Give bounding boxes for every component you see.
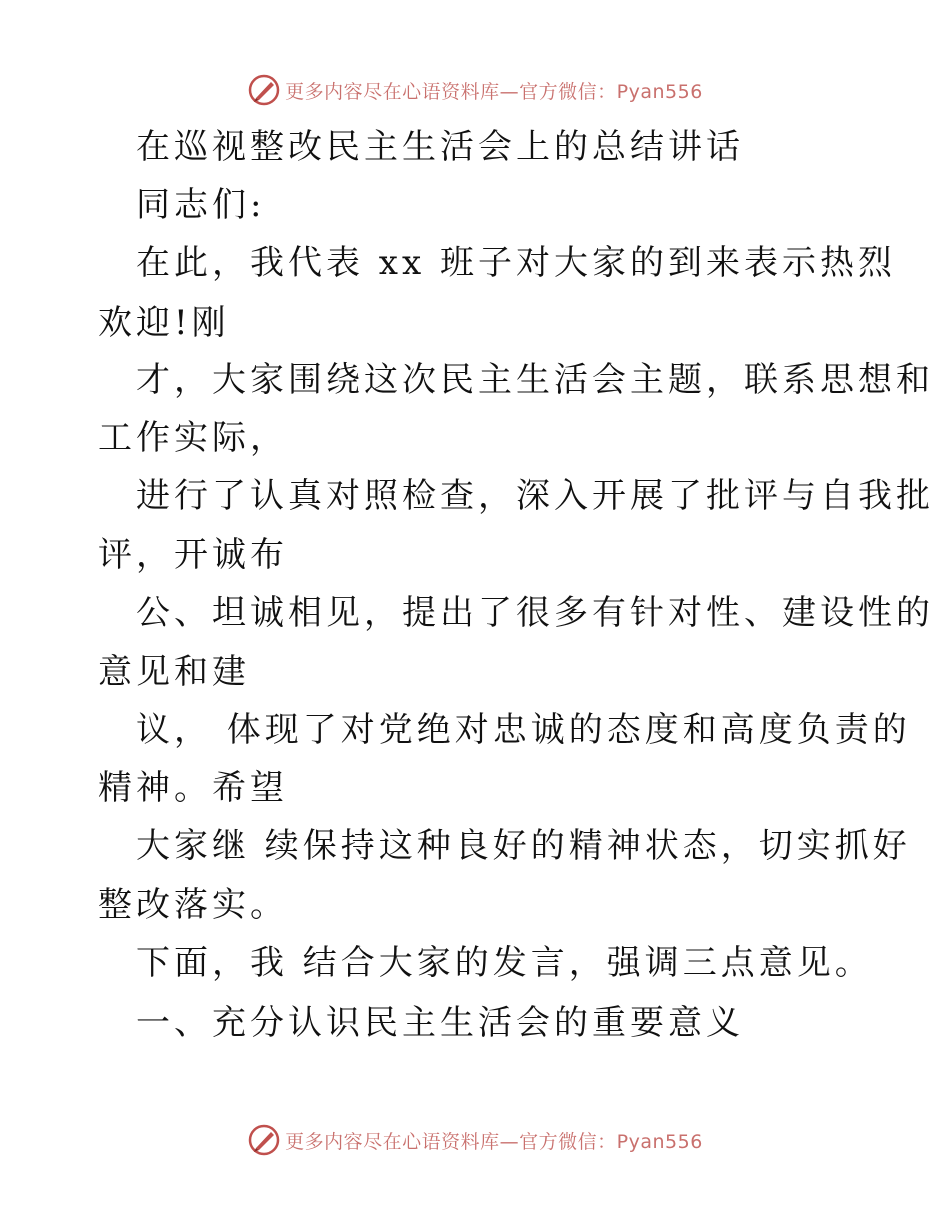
paragraph-line: 同志们: — [136, 185, 266, 225]
paragraph-line: 议， 体现了对党绝对忠诚的态度和高度负责的 — [136, 710, 911, 750]
paragraph-line: 评，开诚布 — [98, 535, 288, 575]
paragraph-line: 工作实际， — [98, 418, 288, 458]
paragraph-line: 进行了认真对照检查，深入开展了批评与自我批 — [136, 476, 934, 516]
paragraph-line: 下面，我 结合大家的发言，强调三点意见。 — [136, 943, 873, 983]
header-watermark — [0, 68, 950, 112]
paragraph-line: 整改落实。 — [98, 885, 288, 925]
pen-logo-icon — [247, 1123, 281, 1157]
footer-watermark-text: 更多内容尽在心语资料库—官方微信：Pyan556 — [285, 1130, 703, 1153]
paragraph-line: 精神。希望 — [98, 768, 288, 808]
footer-watermark — [0, 1118, 950, 1162]
paragraph-line: 欢迎!刚 — [98, 303, 230, 343]
paragraph-line: 才，大家围绕这次民主生活会主题，联系思想和 — [136, 360, 934, 400]
paragraph-line: 意见和建 — [98, 652, 250, 692]
pen-logo-icon — [247, 73, 281, 107]
paragraph-line: 大家继 续保持这种良好的精神状态，切实抓好 — [136, 826, 911, 866]
paragraph-line: 在此，我代表 xx 班子对大家的到来表示热烈 — [136, 243, 896, 283]
header-watermark-text: 更多内容尽在心语资料库—官方微信：Pyan556 — [285, 80, 703, 103]
paragraph-line: 公、坦诚相见，提出了很多有针对性、建设性的 — [136, 593, 934, 633]
document-title: 在巡视整改民主生活会上的总结讲话 — [136, 127, 744, 167]
section-heading: 一、充分认识民主生活会的重要意义 — [136, 1003, 744, 1043]
